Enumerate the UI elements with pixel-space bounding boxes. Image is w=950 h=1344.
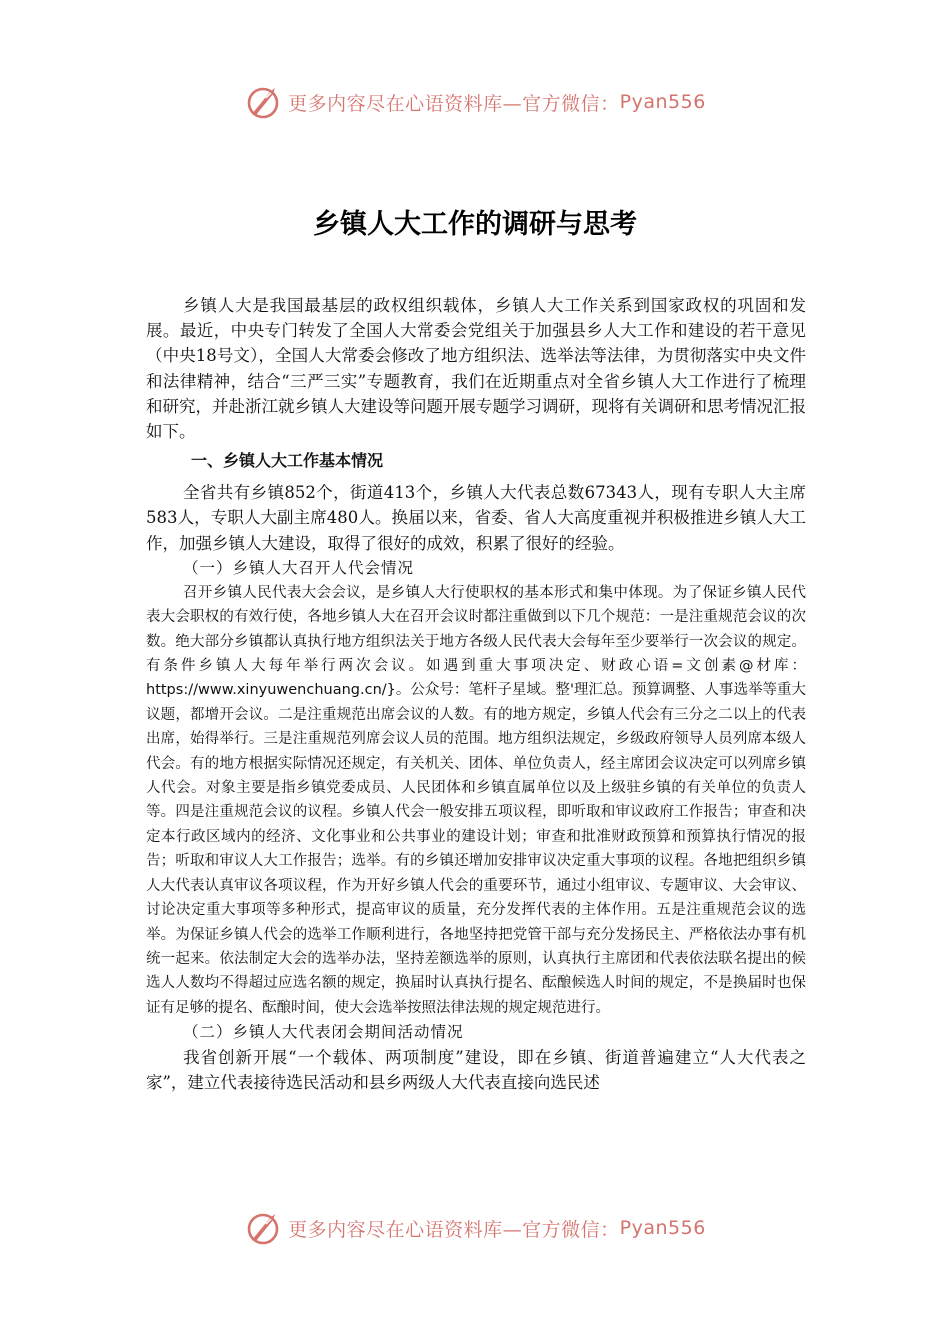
subsection2-paragraph: 我省创新开展“一个载体、两项制度”建设，即在乡镇、街道普遍建立“人大代表之家”，建立代表接待选民活动和县乡两级人大代表直接向选民述 [146, 1048, 806, 1093]
banner-wechat-id: Pyan556 [619, 91, 706, 113]
subsection-heading-2: （二）乡镇人大代表闭会期间活动情况 [183, 1023, 464, 1042]
banner-text: 更多内容尽在心语资料库—官方微信： [288, 92, 620, 115]
subsection1-paragraph: 召开乡镇人民代表大会会议，是乡镇人大行使职权的基本形式和集中体现。为了保证乡镇人民代表大会职权的有效行使，各地乡镇人大在召开会议时都注重做到以下几个规范：一是注重规范会议的次数。绝大部分乡镇都认真执行地方组织法关于地方各级人民代表大会每年至少要举行一次会议的规定。有条件乡镇人大每年举行两次会议。如遇到重大事项决定、财政心语=文创素@材库：https://www.xinyuwenchuang.cn/}。公众号：笔杆子星域。整'理汇总。预算调整、人事选举等重大议题，都增开会议。二是注重规范出席会议的人数。有的地方规定，乡镇人代会有三分之二以上的代表出席，始得举行。三是注重规范列席会议人员的范围。地方组织法规定，乡级政府领导人员列席本级人代会。有的地方根据实际情况还规定，有关机关、团体、单位负责人，经主席团会议决定可以列席乡镇人代会。对象主要是指乡镇党委成员、人民团体和乡镇直属单位以及上级驻乡镇的有关单位的负责人等。四是注重规范会议的议程。乡镇人代会一般安排五项议程，即听取和审议政府工作报告；审查和决定本行政区域内的经济、文化事业和公共事业的建设计划；审查和批准财政预算和预算执行情况的报告；听取和审议人大工作报告；选举。有的乡镇还增加安排审议决定重大事项的议程。各地把组织乡镇人大代表认真审议各项议程，作为开好乡镇人代会的重要环节，通过小组审议、专题审议、大会审议、讨论决定重大事项等多种形式，提高审议的质量，充分发挥代表的主体作用。五是注重规范会议的选举。为保证乡镇人代会的选举工作顺利进行，各地坚持把党管干部与充分发扬民主、严格依法办事有机统一起来。依法制定大会的选举办法，坚持差额选举的原则，认真执行主席团和代表依法联名提出的候选人人数均不得超过应选名额的规定，换届时认真执行提名、酝酿候选人时间的规定，不是换届时也保证有足够的提名、酝酿时间，使大会选举按照法律法规的规定规范进行。 [146, 584, 806, 1016]
section1-paragraph: 全省共有乡镇852个，街道413个，乡镇人大代表总数67343人，现有专职人大主席583人，专职人大副主席480人。换届以来，省委、省人大高度重视并积极推进乡镇人大工作，加强乡镇人大建设，取得了很好的成效，积累了很好的经验。 [146, 483, 806, 553]
intro-paragraph: 乡镇人大是我国最基层的政权组织载体，乡镇人大工作关系到国家政权的巩固和发展。最近，中央专门转发了全国人大常委会党组关于加强县乡人大工作和建设的若干意见（中央18号文），全国人大常委会修改了地方组织法、选举法等法律，为贯彻落实中央文件和法律精神，结合“三严三实”专题教育，我们在近期重点对全省乡镇人大工作进行了梳理和研究，并赴浙江就乡镇人大建设等问题开展专题学习调研，现将有关调研和思考情况汇报如下。 [146, 296, 806, 442]
banner-wechat-id: Pyan556 [619, 1217, 706, 1239]
header-banner [0, 82, 950, 122]
section-heading-1: 一、乡镇人大工作基本情况 [191, 451, 384, 471]
banner-text: 更多内容尽在心语资料库—官方微信： [288, 1218, 620, 1241]
subsection-heading-1: （一）乡镇人大召开人代会情况 [183, 558, 415, 577]
pen-nib-circle-icon [244, 1208, 284, 1248]
pen-nib-circle-icon [244, 82, 284, 122]
page-title: 乡镇人大工作的调研与思考 [313, 209, 637, 240]
footer-banner [0, 1208, 950, 1248]
document-body [146, 293, 806, 1096]
